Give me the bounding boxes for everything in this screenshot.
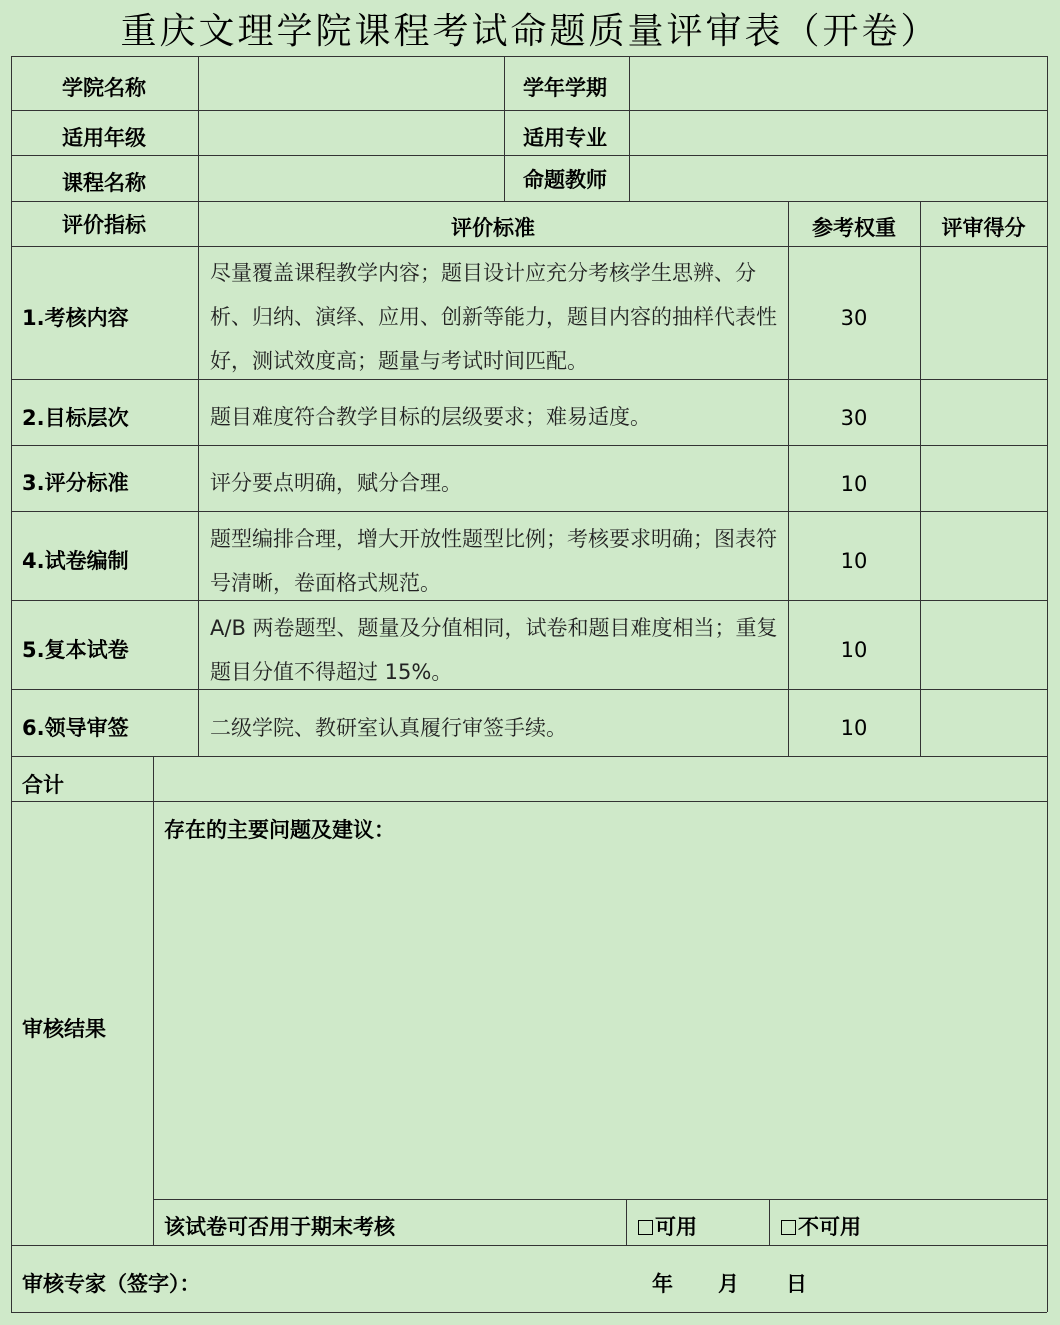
header-indicator: 评价指标	[62, 213, 146, 237]
indicator-2: 2.目标层次	[22, 406, 129, 430]
option-usable[interactable]	[638, 1205, 697, 1249]
header-score: 评审得分	[941, 216, 1026, 240]
standard-5: A/B 两卷题型、题量及分值相同，试卷和题目难度相当；重复题目分值不得超过 15%。	[210, 616, 778, 684]
total-field[interactable]	[154, 757, 1047, 801]
weight-3: 10	[840, 472, 868, 496]
course-field[interactable]	[199, 156, 504, 201]
usable-checkbox[interactable]	[638, 1220, 653, 1235]
indicator-3: 3.评分标准	[22, 471, 129, 495]
day-label: 日	[786, 1272, 807, 1296]
review-label: 审核结果	[22, 1017, 106, 1041]
major-field[interactable]	[630, 111, 1047, 155]
weight-1: 30	[840, 306, 868, 330]
indicator-6: 6.领导审签	[22, 716, 129, 740]
usable-question: 该试卷可否用于期末考核	[164, 1215, 395, 1239]
grade-field[interactable]	[199, 111, 504, 155]
standard-4: 题型编排合理，增大开放性题型比例；考核要求明确；图表符号清晰，卷面格式规范。	[210, 527, 777, 595]
year-label: 年	[652, 1272, 673, 1296]
option-unusable-label: 不可用	[798, 1215, 861, 1239]
issues-label: 存在的主要问题及建议：	[164, 818, 395, 842]
weight-4: 10	[840, 549, 868, 573]
grade-label: 适用年级	[62, 126, 146, 150]
weight-6: 10	[840, 716, 868, 740]
page-title: 重庆文理学院课程考试命题质量评审表（开卷）	[120, 11, 940, 52]
header-weight: 参考权重	[812, 216, 896, 240]
option-unusable[interactable]	[781, 1205, 861, 1249]
score-field-3[interactable]	[921, 446, 1047, 511]
standard-3: 评分要点明确，赋分合理。	[210, 471, 462, 495]
teacher-label: 命题教师	[523, 168, 607, 192]
semester-label: 学年学期	[523, 76, 607, 100]
indicator-4: 4.试卷编制	[22, 549, 129, 573]
score-field-5[interactable]	[921, 601, 1047, 689]
indicator-1: 1.考核内容	[22, 306, 129, 330]
header-standard: 评价标准	[451, 216, 535, 240]
total-label: 合计	[22, 773, 64, 797]
standard-1: 尽量覆盖课程教学内容；题目设计应充分考核学生思辨、分析、归纳、演绎、应用、创新等能力，题目内容的抽样代表性好，测试效度高；题量与考试时间匹配。	[210, 261, 777, 373]
issues-textarea[interactable]	[160, 852, 1040, 1192]
college-field[interactable]	[199, 57, 504, 110]
standard-6: 二级学院、教研室认真履行审签手续。	[210, 716, 567, 740]
score-field-1[interactable]	[921, 247, 1047, 379]
score-field-4[interactable]	[921, 512, 1047, 600]
unusable-checkbox[interactable]	[781, 1220, 796, 1235]
expert-signature-label: 审核专家（签字）：	[22, 1272, 201, 1296]
college-label: 学院名称	[62, 76, 146, 100]
teacher-field[interactable]	[630, 156, 1047, 201]
weight-2: 30	[840, 406, 868, 430]
option-usable-label: 可用	[655, 1215, 697, 1239]
weight-5: 10	[840, 638, 868, 662]
course-label: 课程名称	[62, 171, 146, 195]
standard-2: 题目难度符合教学目标的层级要求；难易适度。	[210, 405, 651, 429]
major-label: 适用专业	[523, 126, 607, 150]
month-label: 月	[718, 1272, 739, 1296]
score-field-6[interactable]	[921, 690, 1047, 756]
semester-field[interactable]	[630, 57, 1047, 110]
indicator-5: 5.复本试卷	[22, 638, 129, 662]
score-field-2[interactable]	[921, 380, 1047, 445]
